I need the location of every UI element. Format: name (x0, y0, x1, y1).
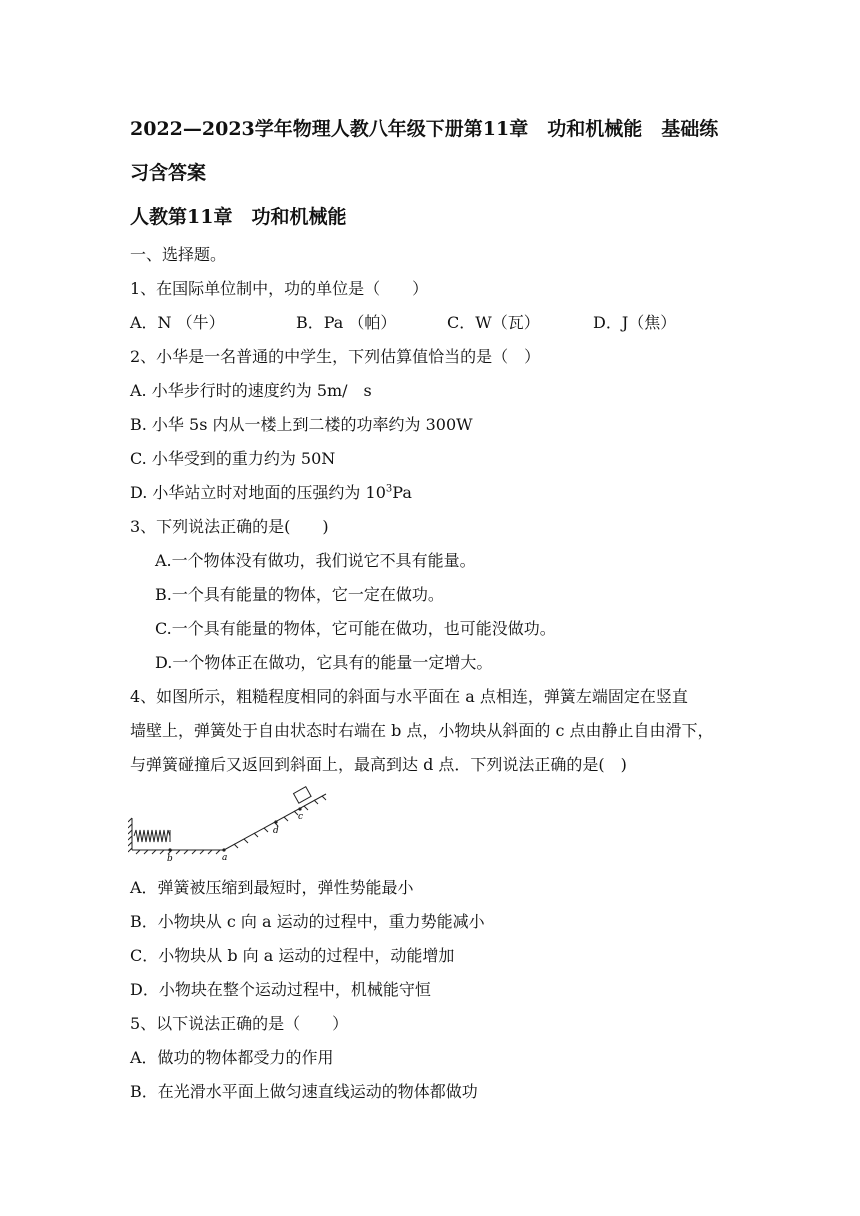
floor-hatch (136, 850, 220, 854)
incline-hatch (234, 796, 326, 848)
q2-option-d-unit: Pa (392, 483, 412, 502)
q3-option-a: A.一个物体没有做功，我们说它不具有能量。 (155, 551, 476, 570)
q3-stem: 3、下列说法正确的是( ) (130, 517, 329, 536)
q2-option-a: A. 小华步行时的速度约为 5m/ s (130, 381, 372, 400)
chapter-heading: 人教第11章 功和机械能 (130, 206, 347, 228)
label-b: b (167, 854, 173, 864)
label-d: d (273, 826, 279, 836)
q2-option-c: C. 小华受到的重力约为 50N (130, 449, 336, 468)
point-a-dot (222, 848, 225, 851)
q4-stem-line1: 4、如图所示，粗糙程度相同的斜面与水平面在 a 点相连，弹簧左端固定在竖直 (130, 687, 688, 706)
point-d-dot (274, 820, 277, 823)
q1-option-d: D．J（焦） (593, 313, 677, 332)
q5-stem: 5、以下说法正确的是（ ） (130, 1014, 349, 1033)
q4-option-b: B．小物块从 c 向 a 运动的过程中，重力势能减小 (130, 912, 485, 931)
q4-option-c: C．小物块从 b 向 a 运动的过程中，动能增加 (130, 946, 455, 965)
wall-hatch (128, 818, 132, 852)
spring (134, 830, 170, 842)
section-heading: 一、选择题。 (130, 245, 227, 264)
block (294, 787, 312, 803)
q1-stem: 1、在国际单位制中，功的单位是（ ） (130, 279, 429, 298)
incline-spring-figure (128, 784, 334, 864)
q3-option-b: B.一个具有能量的物体，它一定在做功。 (155, 585, 444, 604)
q2-stem: 2、小华是一名普通的中学生，下列估算值恰当的是（ ） (130, 347, 541, 366)
q2-option-d-text: D. 小华站立时对地面的压强约为 10 (130, 483, 386, 502)
q5-option-a: A．做功的物体都受力的作用 (130, 1048, 334, 1067)
label-a: a (222, 853, 228, 863)
label-c: c (298, 812, 304, 822)
doc-title-line2: 习含答案 (130, 162, 207, 184)
q4-option-d: D．小物块在整个运动过程中，机械能守恒 (130, 980, 431, 999)
q3-option-c: C.一个具有能量的物体，它可能在做功，也可能没做功。 (155, 619, 556, 638)
q1-option-c: C．W（瓦） (447, 313, 540, 332)
doc-title-line1: 2022—2023学年物理人教八年级下册第11章 功和机械能 基础练 (130, 118, 719, 140)
q2-option-b: B. 小华 5s 内从一楼上到二楼的功率约为 300W (130, 415, 473, 434)
q5-option-b: B．在光滑水平面上做匀速直线运动的物体都做功 (130, 1082, 478, 1101)
q3-option-d: D.一个物体正在做功，它具有的能量一定增大。 (155, 653, 493, 672)
q2-option-d-exponent: 3 (385, 483, 393, 495)
q4-stem-line3: 与弹簧碰撞后又返回到斜面上，最高到达 d 点．下列说法正确的是( ) (130, 755, 627, 774)
point-c-dot (298, 807, 301, 810)
q4-stem-line2: 墙壁上，弹簧处于自由状态时右端在 b 点，小物块从斜面的 c 点由静止自由滑下， (130, 721, 714, 740)
q4-option-a: A．弹簧被压缩到最短时，弹性势能最小 (130, 878, 414, 897)
q1-option-a: A．N （牛） (130, 313, 225, 332)
point-b-dot (168, 848, 171, 851)
q2-option-d (130, 485, 412, 501)
q1-option-b: B．Pa （帕） (296, 313, 397, 332)
